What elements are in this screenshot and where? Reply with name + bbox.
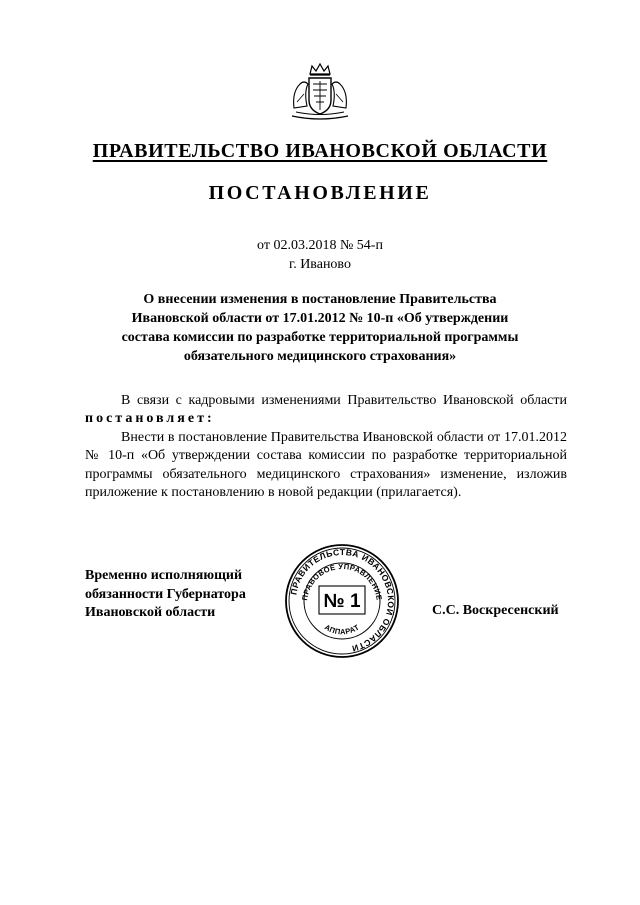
subject-line: Ивановской области от 17.01.2012 № 10-п «Об утверждении: [131, 311, 509, 326]
signer-position: [85, 567, 246, 623]
official-seal: [283, 542, 401, 660]
subject-line: состава комиссии по разработке территориальной программы: [121, 330, 519, 345]
seal-number: № 1: [323, 591, 361, 612]
seal-inner-text: ПРАВОВОЕ УПРАВЛЕНИЕ: [300, 561, 384, 602]
document-type: ПОСТАНОВЛЕНИЕ: [208, 182, 432, 204]
subject-line: обязательного медицинского страхования»: [183, 349, 457, 364]
signer-position-line: Временно исполняющий: [85, 568, 243, 583]
body-paragraph-text: В связи с кадровыми изменениями Правительство Ивановской области: [121, 393, 567, 408]
svg-text:АППАРАТ: [323, 623, 361, 637]
body-paragraph: [85, 392, 567, 429]
document-body: [85, 392, 567, 502]
document-city: г. Иваново: [289, 257, 351, 272]
resolution-keyword: постановляет:: [85, 411, 215, 427]
subject-line: О внесении изменения в постановление Правительства: [143, 292, 497, 307]
signer-position-line: обязанности Губернатора: [85, 586, 246, 602]
seal-bottom-text: АППАРАТ: [322, 622, 362, 637]
document-subject: [100, 290, 540, 366]
coat-of-arms-icon: [286, 62, 354, 122]
government-title: ПРАВИТЕЛЬСТВО ИВАНОВСКОЙ ОБЛАСТИ: [92, 140, 548, 162]
signer-position-line: Ивановской области: [85, 605, 216, 620]
document-date-number: от 02.03.2018 № 54-п: [257, 238, 383, 253]
signer-name: С.С. Воскресенский: [432, 603, 559, 618]
seal-ring-text: ПРАВИТЕЛЬСТВА ИВАНОВСКОЙ ОБЛАСТИ: [288, 546, 397, 654]
body-paragraph: Внести в постановление Правительства Ивановской области от 17.01.2012 № 10-п «Об утверждении состава комиссии по разработке территориальной программы обязательного медицинского страхования» изменение, изложив приложение к постановлению в новой редакции (прилагается).: [85, 429, 567, 501]
